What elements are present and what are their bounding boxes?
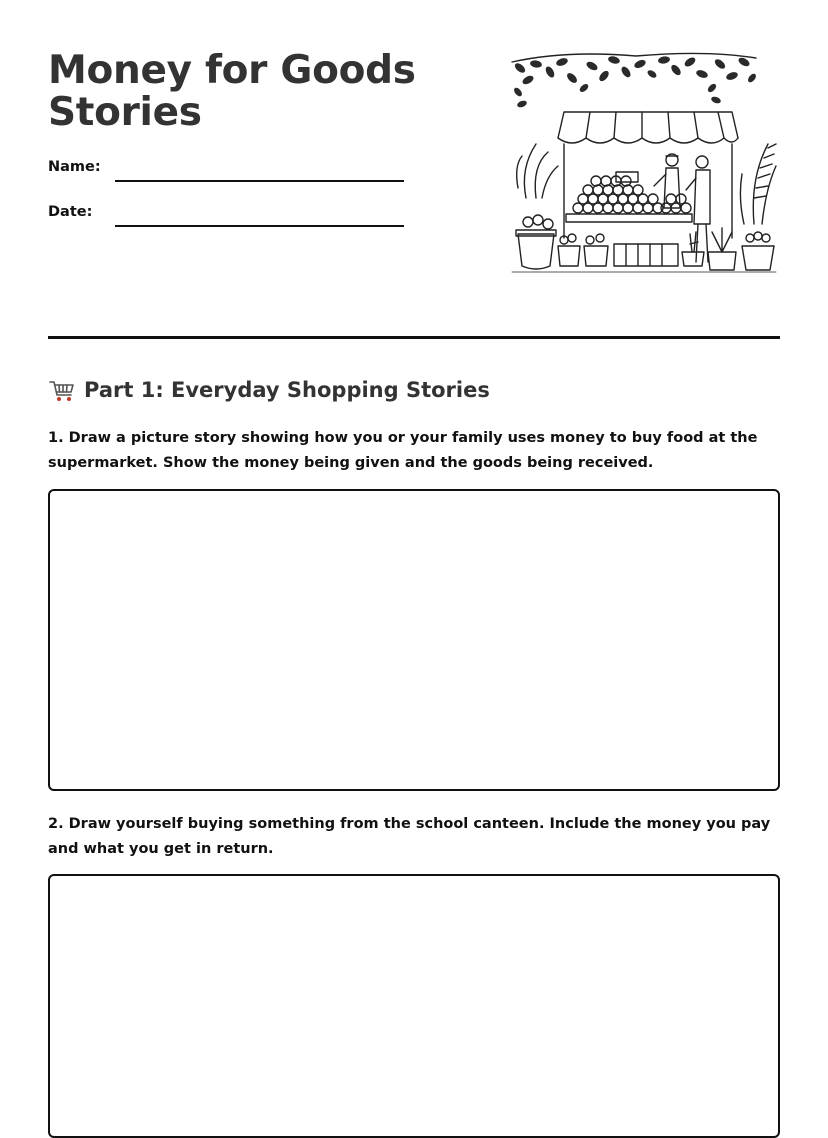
shopping-cart-icon [48,376,76,404]
question-2: 2. Draw yourself buying something from the school canteen. Include the money you pay and what you get in return. [48,816,771,857]
name-field[interactable] [48,159,408,183]
part1-heading [48,374,490,406]
plant-pots [516,230,774,270]
drawing-box-1[interactable] [48,489,780,791]
drawing-box-2[interactable] [48,874,780,1138]
worksheet-title: Money for Goods Stories [48,48,416,135]
name-label: Name: [48,159,101,175]
market-stall-illustration [506,48,780,278]
customer-figure [686,156,710,262]
date-line[interactable] [115,225,404,227]
date-label: Date: [48,204,93,220]
question-1: 1. Draw a picture story showing how you or your family uses money to buy food at the supermarket. Show the money being given and the goods being received. [48,430,758,471]
part1-title: Part 1: Everyday Shopping Stories [84,378,490,402]
section-divider [48,336,780,339]
name-line[interactable] [115,180,404,182]
hanging-leaves [512,55,757,108]
date-field[interactable] [48,204,408,228]
